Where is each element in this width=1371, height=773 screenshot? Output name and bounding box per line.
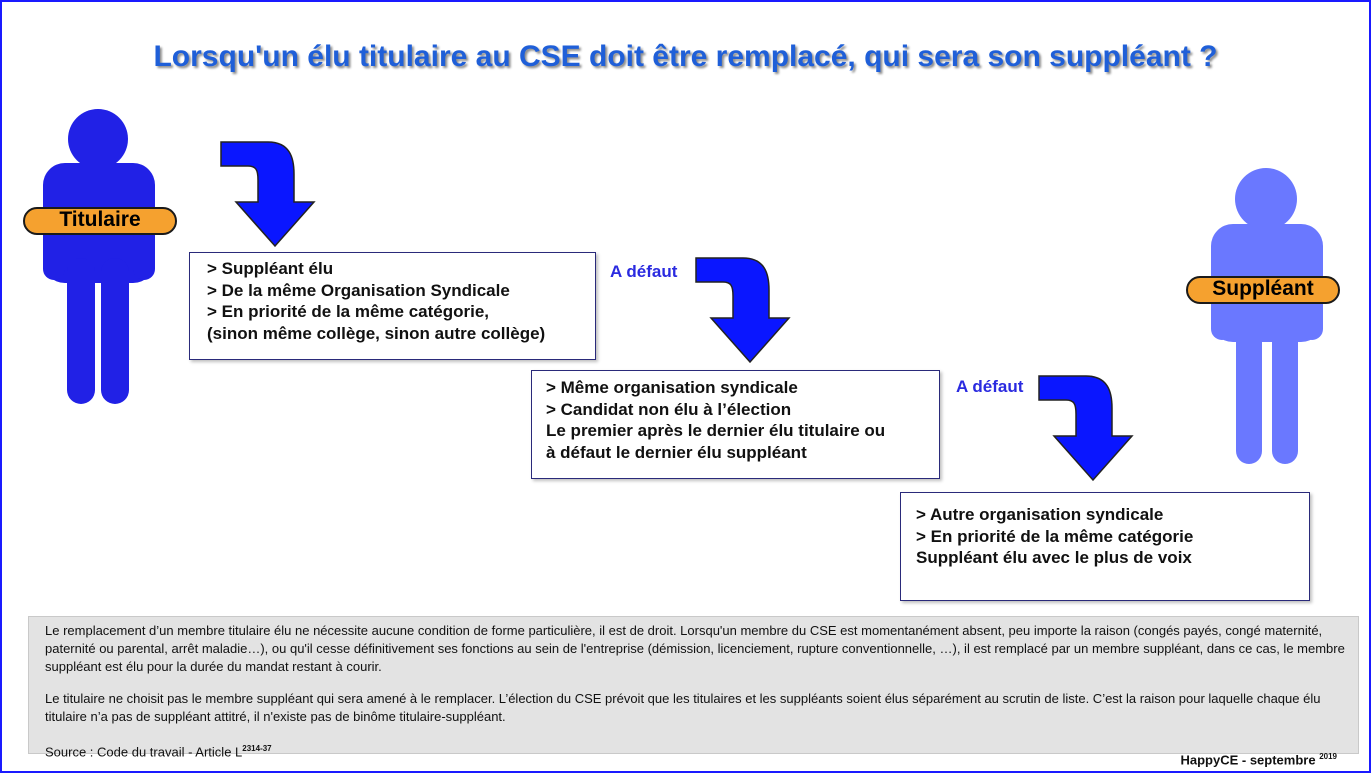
arrow-1-icon (218, 140, 318, 248)
step-3-line: > En priorité de la même catégorie (916, 526, 1194, 546)
arrow-3-icon (1036, 374, 1136, 482)
step-2-line: Le premier après le dernier élu titulaire ou (546, 421, 886, 440)
step-2-box (531, 370, 940, 479)
step-1-line: > Suppléant élu (207, 259, 334, 278)
source-reference (45, 740, 1358, 761)
titulaire-person-icon (40, 108, 158, 406)
step-1-line: (sinon même collège, sinon autre collège) (207, 323, 546, 343)
arrow-2-icon (693, 256, 793, 364)
step-3-box (900, 492, 1310, 601)
page-title: Lorsqu'un élu titulaire au CSE doit être remplacé, qui sera son suppléant ? (153, 40, 1218, 73)
source-text: Source : Code du travail - Article L (45, 744, 243, 760)
step-2-line: > Candidat non élu à l’élection (546, 399, 792, 419)
note-paragraph-2: Le titulaire ne choisit pas le membre suppléant qui sera amené à le remplacer. L’élection du CSE prévoit que les titulaires et les suppléants soient élus séparément au scrutin de liste. C’est la raison pour laquelle chaque élu titulaire n’a pas de suppléant attitré, il n'existe pas de binôme titulaire-suppléant. (45, 691, 1321, 724)
step-3-line: > Autre organisation syndicale (916, 505, 1164, 524)
step-1-line: > En priorité de la même catégorie, (207, 302, 490, 321)
step-2-line: à défaut le dernier élu suppléant (546, 442, 807, 462)
footer-credit (1180, 752, 1337, 767)
step-1-box (189, 252, 596, 360)
footer-year: 2019 (1319, 752, 1337, 761)
connector-label-2: A défaut (956, 377, 1024, 396)
step-2-line: > Même organisation syndicale (546, 378, 798, 397)
connector-label-1: A défaut (610, 262, 678, 281)
step-1-line: > De la même Organisation Syndicale (207, 280, 510, 300)
suppleant-label: Suppléant (1186, 276, 1340, 304)
suppleant-person-icon (1209, 168, 1325, 466)
note-paragraph-1: Le remplacement d’un membre titulaire élu ne nécessite aucune condition de forme particulière, il est de droit. Lorsqu'un membre du CSE est momentanément absent, peu importe la raison (congés payés, congé maternité, paternité ou parental, arrêt maladie…), ou qu'il cesse définitivement ses fonctions au sein de l'entreprise (démission, licenciement, rupture conventionnelle, …), il est remplacé par un membre suppléant, dans ce cas, le membre suppléant est élu pour la durée du mandat restant à courir. (45, 623, 1345, 674)
source-article-number: 2314-37 (242, 744, 272, 753)
titulaire-label: Titulaire (23, 207, 177, 235)
footer-text: HappyCE - septembre (1180, 752, 1316, 768)
step-3-line: Suppléant élu avec le plus de voix (916, 548, 1192, 567)
